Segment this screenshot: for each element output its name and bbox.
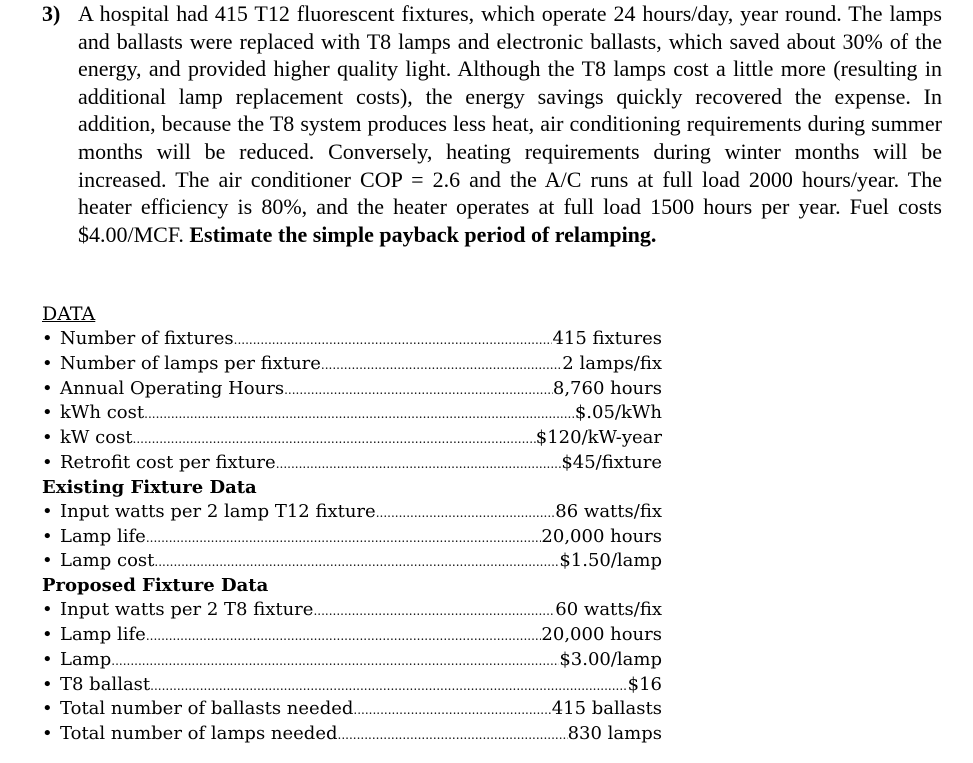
data-label: Lamp: [60, 648, 112, 670]
data-value: $120/kW-year: [535, 427, 662, 449]
data-row-kw-cost: [42, 426, 662, 451]
dot-leader: [276, 451, 562, 477]
bullet-icon: •: [42, 599, 53, 621]
dot-leader: [284, 377, 553, 403]
bullet-icon: •: [42, 698, 53, 720]
proposed-row-input-watts: [42, 598, 662, 623]
dot-leader: [353, 697, 551, 723]
bullet-icon: •: [42, 352, 53, 374]
dot-leader: [150, 673, 627, 699]
dot-leader: [111, 648, 559, 674]
data-value: 8,760 hours: [552, 377, 662, 399]
data-value: 415 fixtures: [552, 328, 662, 349]
data-label: Input watts per 2 lamp T12 fixture: [60, 500, 376, 522]
dot-leader: [321, 352, 562, 378]
problem-question: Estimate the simple payback period of relamping.: [189, 221, 657, 247]
existing-row-input-watts: [42, 500, 662, 525]
data-row-lamps-per-fixture: [42, 352, 662, 377]
proposed-row-total-ballasts: [42, 697, 662, 722]
bullet-icon: •: [42, 723, 53, 745]
data-label: Lamp cost: [60, 550, 155, 572]
data-value: 2 lamps/fix: [562, 352, 662, 374]
data-label: Total number of lamps needed: [60, 723, 338, 745]
proposed-row-ballast: [42, 673, 662, 698]
data-label: Annual Operating Hours: [60, 377, 285, 399]
bullet-icon: •: [42, 402, 53, 424]
data-label: T8 ballast: [60, 673, 151, 695]
existing-fixture-heading: Existing Fixture Data: [42, 476, 257, 498]
dot-leader: [313, 598, 555, 624]
dot-leader: [146, 623, 542, 649]
dot-leader: [376, 500, 556, 526]
data-label: Number of fixtures: [60, 328, 234, 349]
bullet-icon: •: [42, 550, 53, 572]
data-label: Retrofit cost per fixture: [60, 451, 276, 473]
dot-leader: [146, 525, 542, 551]
proposed-row-lamp: [42, 648, 662, 673]
data-value: $.05/kWh: [574, 402, 662, 424]
bullet-icon: •: [42, 648, 53, 670]
proposed-row-total-lamps: [42, 722, 662, 747]
data-label: kWh cost: [60, 402, 145, 424]
bullet-icon: •: [42, 451, 53, 473]
data-row-operating-hours: [42, 377, 662, 402]
data-label: Number of lamps per fixture: [60, 352, 321, 374]
problem-statement: [42, 0, 942, 248]
existing-row-lamp-cost: [42, 549, 662, 574]
data-value: $3.00/lamp: [559, 648, 662, 670]
dot-leader: [133, 426, 536, 452]
data-value: 60 watts/fix: [555, 599, 662, 621]
existing-row-lamp-life: [42, 525, 662, 550]
problem-body: [78, 0, 942, 248]
data-row-retrofit-cost: [42, 451, 662, 476]
data-label: Total number of ballasts needed: [60, 698, 354, 720]
proposed-row-lamp-life: [42, 623, 662, 648]
data-row-kwh-cost: [42, 401, 662, 426]
data-label: kW cost: [60, 427, 133, 449]
dot-leader: [154, 549, 559, 575]
proposed-fixture-heading: Proposed Fixture Data: [42, 575, 269, 597]
bullet-icon: •: [42, 427, 53, 449]
data-label: Lamp life: [60, 623, 146, 645]
data-label: Input watts per 2 T8 fixture: [60, 599, 314, 621]
problem-text: A hospital had 415 T12 fluorescent fixtures, which operate 24 hours/day, year round. The lamps and ballasts were replaced with T8 lamps and electronic ballasts, which saved about 30% of the energy, and provided higher quality light. Although the T8 lamps cost a little more (resulting in additional lamp replacement costs), the energy savings quickly recovered the expense. In addition, because the T8 system produces less heat, air conditioning requirements during summer months will be reduced. Conversely, heating requirements during winter months will be increased. The air conditioner COP = 2.6 and the A/C runs at full load 2000 hours/year. The heater efficiency is 80%, and the heater operates at full load 1500 hours per year. Fuel costs $4.00/MCF.: [78, 1, 942, 247]
bullet-icon: •: [42, 525, 53, 547]
bullet-icon: •: [42, 500, 53, 522]
data-value: 20,000 hours: [541, 525, 662, 547]
data-value: 86 watts/fix: [555, 500, 662, 522]
bullet-icon: •: [42, 328, 53, 349]
dot-leader: [234, 327, 553, 353]
data-value: 830 lamps: [567, 723, 662, 745]
data-value: 20,000 hours: [541, 623, 662, 645]
dot-leader: [144, 401, 575, 427]
data-title: DATA: [42, 303, 96, 325]
data-value: 415 ballasts: [551, 698, 662, 720]
bullet-icon: •: [42, 623, 53, 645]
data-label: Lamp life: [60, 525, 146, 547]
data-row-fixtures: [42, 327, 662, 352]
bullet-icon: •: [42, 377, 53, 399]
data-section: [42, 301, 662, 747]
problem-number: 3): [42, 1, 61, 26]
data-value: $1.50/lamp: [559, 550, 662, 572]
bullet-icon: •: [42, 673, 53, 695]
dot-leader: [338, 722, 568, 748]
data-value: $16: [627, 673, 662, 695]
data-value: $45/fixture: [561, 451, 662, 473]
